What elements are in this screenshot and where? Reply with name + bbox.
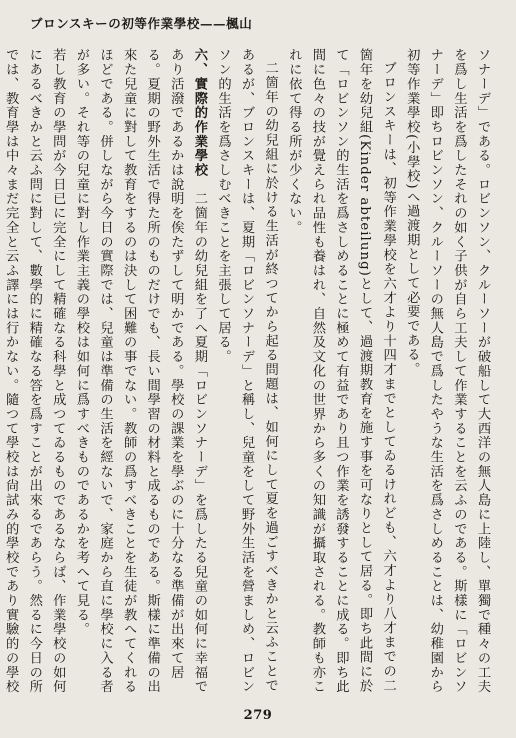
paragraph-5: 若し教育の學問が今日已に完全にして精確なる科學と成つてゐるものであるならば、作業學校の如何にあるべきかと云ふ問に對して、數學的に精確なる答を爲すことが出來るであらう。然るに今日の所では、教育學は中々まだ完全と云ふ譯には行かない。隨つて學校は尙試み的學校であり實驗的の學校 <box>3 48 66 694</box>
paragraph-4 <box>69 48 211 698</box>
header-title: ブロンスキーの初等作業學校 <box>30 16 200 31</box>
running-header <box>30 14 500 32</box>
page-number: 279 <box>243 708 273 723</box>
paragraph-3: 二箇年の幼兒組に於ける生活が終つてから起る問題は、如何にして夏を過ごすべきかと云ふことであるが、ブロンスキーは、夏期「ロビンソナーデ」と稱し、兒童をして野外生活を營ましめ、ロビンソン的生活を爲さしむべきことを主張して居る。 <box>215 48 278 694</box>
vertical-body-text <box>3 48 494 698</box>
section-heading: 六、實際的作業學校 <box>191 48 207 178</box>
paragraph-2: ブロンスキーは、初等作業學校を六才より十四才までとしてゐるけれども、六才より八才までの二箇年を幼兒組(Kinder abteilung)として、過渡期教育を施す事を可なりとして居る。即ち此間に於て「ロビンソン的生活を爲さしめることに極めて有益であり且つ作業を誘發することに成る。即ち此間に色々の技が覺えられ品性も養はれ、自然及文化の世界から多くの知識が攝取される。教師も亦これに依て得る所が少くない。 <box>286 48 396 694</box>
header-separator: —— <box>199 16 227 31</box>
header-author: 楓山 <box>226 16 253 31</box>
paragraph-4-text: 二箇年の幼兒組を了へ夏期「ロビンソナーデ」を爲したる兒童の如何に幸福であり活潑であるかは說明を俟たずして明かである。學校の課業を學ぶのに十分なる準備が出來て居る。夏期の野外生活で得た所のものだけでも、長い間學習の材料と成るものである。斯樣に準備の出來た兒童に對して教育をするのは決して困難の事でない。教師の爲すべきことを生徒が教へてくれるほどである。併しながら今日の實際では、兒童は準備の生活を經ないで、家庭から直に學校に入る者が多い。それ等の兒童に對し作業主義の學校は如何に爲すべきものであるかを考へて見る。 <box>73 48 207 694</box>
paragraph-1: ソナーデ」である。ロビンソン、クルーソーが破船して大西洋の無人島に上陸し、單獨で種々の工夫を爲し生活を爲したそれの如く子供が自ら工夫して作業することを云ふのである。斯樣に「ロビンソナーデ」即ちロビンソン、クルーソーの無人島で爲したやうな生活を爲さしめることは、幼稚園から初等作業學校(小學校)へ過渡期として必要である。 <box>404 48 490 694</box>
